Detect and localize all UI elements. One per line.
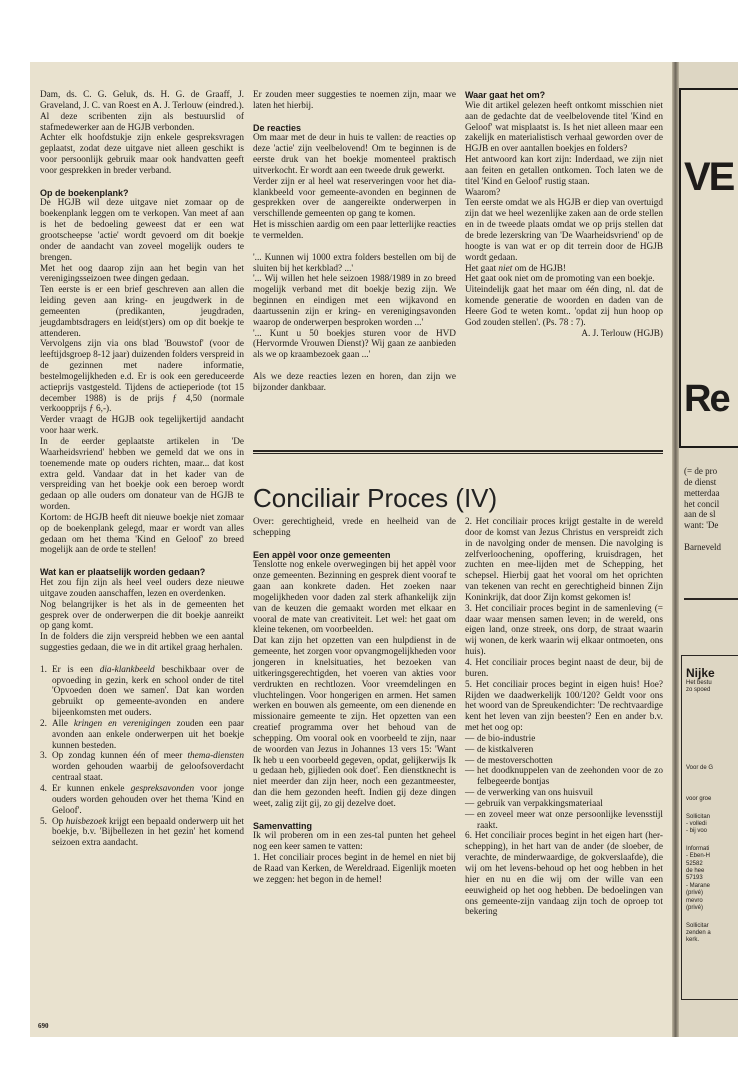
ad-body: Het bestu zo spoed Voor de G voor groe Sollicitan - volledi - bij voo Informati - Eben-H 52582 de hee 57193 - Marane (privé) mevro (privé) Sollicitar zenden a kerk. <box>686 680 714 944</box>
paragraph: Er zouden meer suggesties te noemen zijn, maar we laten het hierbij. <box>253 90 456 111</box>
subheading-boekenplank: Op de boekenplank? <box>40 187 129 198</box>
paragraph: Het zou fijn zijn als heel veel ouders deze nieuwe uitgave zouden aanschaffen, lezen en overdenken. <box>40 577 244 599</box>
paragraph: 2. Het conciliair proces krijgt gestalte in de wereld door de komst van Jezus Christus en verspreidt zich in de navolging onder de mensen. Die navolging is zelfverloochening, opoffering, kruisdragen, het zuchten en mee-lijden met de Schepping, het schepsel. Hierbij gaat het vooral om het oprichten van tekenen van recht en gerechtigheid binnen Zijn Koninkrijk, dat door Zijn komst gekomen is! <box>465 517 663 603</box>
paragraph: Tenslotte nog enkele overwegingen bij het appèl voor onze gemeenten. Bezinning en gesprek dient vooraf te gaan aan konkrete daden. Het zoeken naar mogelijkheden voor daden zal sterk afhankelijk zijn van de keuzen die gemaakt worden met elkaar en vooral de mate van creativiteit. Let wel: het gaat om kleine tekenen, om voorbeelden. <box>253 560 456 636</box>
paragraph: Waarom? <box>465 187 501 198</box>
list-item: — de bio-industrie <box>465 733 536 744</box>
author-signature: A. J. Terlouw (HGJB) <box>581 328 663 339</box>
next-page-heading: Re <box>684 378 729 420</box>
list-item: — gebruik van verpakkingsmateriaal <box>465 798 603 809</box>
quote: '... Wij willen het hele seizoen 1988/1989 in zo breed mogelijk verband met dit boekje bezig zijn. We beginnen en eindigen met een wijkavond en daartussenin zijn er kring- en verenigingsavonden waarop de onderwerpen besproken worden ...' <box>253 274 456 328</box>
paragraph: Het antwoord kan kort zijn: Inderdaad, we zijn niet aan feiten en getallen ontkomen. Toch laten we de titel 'Kind en Geloof' rustig staan. <box>465 155 663 187</box>
paragraph: Wie dit artikel gelezen heeft ontkomt misschien niet aan de gedachte dat de veelbelovende titel 'Kind en Geloof' wat misplaatst is. Is het niet alleen maar een zakelijk en materialistisch verhaal geworden over de HGJB en over aantallen boekjes en folders? <box>465 100 663 155</box>
paragraph: Ik wil proberen om in een zes-tal punten het geheel nog een keer samen te vatten: <box>253 831 456 853</box>
subheading-samenvatting: Samenvatting <box>253 820 313 831</box>
list-item: — de verwerking van ons huisvuil <box>465 788 594 799</box>
paragraph: Het gaat ook niet om de promoting van een boekje. <box>465 274 655 285</box>
article-column-left <box>253 517 456 886</box>
paragraph: Om maar met de deur in huis te vallen: de reacties op deze 'actie' zijn veelbelovend! Om te beginnen is de eerste druk van het boekje momenteel praktisch uitverkocht. Er wordt aan een tweede druk gewerkt. <box>253 133 456 176</box>
column-2 <box>253 90 456 394</box>
list-item: 1. Er is een dia-klankbeeld beschikbaar over de opvoeding in gezin, kerk en school onder de titel 'Opvoeden doen we samen'. Dat kan worden gebruikt op gemeente-avonden en andere bijeenkomsten met ouders. <box>40 664 244 719</box>
paragraph: De HGJB wil deze uitgave niet zomaar op de boekenplank leggen om te verkopen. Van meet af aan is het de bedoeling geweest dat er een wat grootscheepse 'actie' wordt gevoerd om dit boekje onder de aandacht van zoveel mogelijk ouders te brengen. <box>40 198 244 263</box>
article-column-right <box>465 517 663 918</box>
paragraph: Verder zijn er al heel wat reserveringen voor het dia-klankbeeld voor gemeente-avonden en beginnen de gesprekken over de aangereikte onderwerpen in verschillende gemeenten op gang te komen. <box>253 176 456 220</box>
paragraph: 6. Het conciliair proces begint in het eigen hart (her-schepping), in het hart van de ander (de sloeber, de verachte, de minderwaardige, de gokverslaafde), die wij om het levens-behoud op het oog hebben in het hier en nu en die wij om der wille van een eeuwigheid op het oog hebben. De bedoelingen van ons gemeente-zijn vandaag zijn toch de oproep tot bekering <box>465 831 663 918</box>
paragraph: 1. Het conciliair proces begint in de hemel en niet bij de Raad van Kerken, de Wereldraad. Eigenlijk moeten we zeggen: het begon in de hemel! <box>253 853 456 885</box>
paragraph: Vervolgens zijn via ons blad 'Bouwstof' (voor de leeftijdsgroep 8-12 jaar) duizenden folders verspreid in de gezinnen met nadere informatie, bestelmogelijkheden e.d. Er is ook een gereduceerde actieprijs vastgesteld. Tijdens de actieperiode (tot 15 december 1988) is de prijs ƒ 4,50 (normale verkoopprijs ƒ 6,-). <box>40 339 244 415</box>
subheading-plaatselijk: Wat kan er plaatselijk worden gedaan? <box>40 567 206 578</box>
section-divider <box>253 453 663 454</box>
page-gutter <box>672 62 679 1037</box>
paragraph: Dat kan zijn het opzetten van een hulpdienst in de gemeente, het zorgen voor opvangmogelijkheden voor jongeren in knelsituaties, het bezoeken van uitkeringsgerechtigden, het voeren van akties voor verdrukten en rechtlozen. Voor vreemdelingen en vluchtelingen. Voor hongerigen en armen. Het samen werken en bouwen als gemeente, om een dienende en missionaire gemeente te zijn. Het opzetten van een creatief programma over het behoud van de schepping. Om vooral ook en voorbeeld te zijn, naar de woorden van Jezus in Johannes 13 vers 15: 'Want Ik heb u een voorbeeld gegeven, opdat, gelijkerwijs Ik u gedaan heb, gijlieden ook doet'. Een dienstknecht is niet meerder dan zijn heer, noch een gezantmeester, dan die hem gezonden heeft. Indien gij deze dingen weet, zalig zijt gij, zo gij dezelve doet. <box>253 636 456 809</box>
paragraph: Kortom: de HGJB heeft dit nieuwe boekje niet zomaar op de boekenplank gelegd, maar er wordt van alles gedaan om het thema 'Kind en Geloof' zo breed mogelijk aan de orde te stellen! <box>40 512 244 556</box>
list-item: 5. Op huisbezoek krijgt een bepaald onderwerp uit het boekje, b.v. 'Bijbellezen in het gezin' het komend seizoen extra aandacht. <box>40 816 244 849</box>
paragraph: Ten eerste omdat we als HGJB er diep van overtuigd zijn dat we heel wezenlijke zaken aan de orde stellen en in de tweede plaats omdat we op prijs stellen dat de brede lezerskring van 'De Waarheidsvriend' op de hoogte is van wat er op dit terrein door de HGJB wordt gedaan. <box>465 198 663 263</box>
paragraph: In de folders die zijn verspreid hebben we een aantal suggesties gedaan, die we in dit artikel graag herhalen. <box>40 632 244 654</box>
article-subtitle: Over: gerechtigheid, vrede en heelheid van de schepping <box>253 517 456 538</box>
next-page-divider <box>684 598 738 600</box>
column-3 <box>465 90 663 339</box>
paragraph: 3. Het conciliair proces begint in de samenleving (= daar waar mensen samen leven; in de wereld, ons eigen land, onze streek, ons dorp, de straat waarin wij wonen, de kerk waarin wij elkaar ontmoeten, ons huis). <box>465 603 663 658</box>
paragraph: Ten eerste is er een brief geschreven aan allen die leiding geven aan kring- en jeugdwerk in de gemeenten (predikanten, jeugdraden, jeugdambtsdragers en leid(st)ers) om op dit boekje te attenderen. <box>40 285 244 339</box>
list-item: — de kistkalveren <box>465 744 534 755</box>
subheading-appel: Een appèl voor onze gemeenten <box>253 549 391 560</box>
paragraph: 4. Het conciliair proces begint naast de deur, bij de buren. <box>465 657 663 679</box>
next-page-advertisement <box>681 655 738 1000</box>
suggestions-list <box>40 665 244 849</box>
list-item: — het doodknuppelen van de zeehonden voor de zo felbegeerde bontjas <box>465 766 663 788</box>
paragraph: Uiteindelijk gaat het maar om één ding, nl. dat de komende generatie de woorden en daden van de Heere God te weten komt.. 'opdat zij hun hoop op God zouden stellen'. (Ps. 78 : 7). <box>465 285 663 328</box>
list-item: 3. Op zondag kunnen één of meer thema-diensten worden gehouden waarbij de geloofsoverdacht centraal staat. <box>40 751 244 784</box>
section-divider <box>253 450 663 452</box>
paragraph: Dam, ds. C. G. Geluk, ds. H. G. de Graaff, J. Graveland, J. C. van Roest en A. J. Terlouw (eindred.). Al deze scribenten zijn als bestuurslid of stafmedewerker aan de HGJB verbonden. <box>40 90 244 133</box>
list-item: 2. Alle kringen en verenigingen zouden een paar avonden aan enkele onderwerpen uit het boekje kunnen besteden. <box>40 718 244 751</box>
paragraph: Het is misschien aardig om een paar letterlijke reacties te vermelden. <box>253 220 456 241</box>
list-item: 4. Er kunnen enkele gespreksavonden voor jonge ouders worden gehouden over het thema 'Kind en Geloof'. <box>40 784 244 816</box>
bullet-list <box>465 734 663 832</box>
page-number: 690 <box>38 1022 49 1030</box>
column-1 <box>40 90 244 849</box>
list-item: — de mestoverschotten <box>465 755 553 766</box>
list-item: — en zoveel meer wat onze persoonlijke levensstijl raakt. <box>465 809 663 831</box>
paragraph: Als we deze reacties lezen en horen, dan zijn we bijzonder dankbaar. <box>253 371 456 393</box>
paragraph: Nog belangrijker is het als in de gemeenten het gesprek over de onderwerpen die dit boekje aanreikt op gang komt. <box>40 599 244 632</box>
paragraph: In de eerder geplaatste artikelen in 'De Waarheidsvriend' hebben we gemeld dat we ons in toenemende mate op ouders richten, maar... dat kost extra geld. Vandaar dat in het kader van de verspreiding van het boekje ook een beroep wordt gedaan op alle ouders om donateur van de HGJB te worden. <box>40 437 244 513</box>
subheading-waar-gaat-het-om: Waar gaat het om? <box>465 90 546 100</box>
paragraph: 5. Het conciliair proces begint in eigen huis! Hoe? Rijden we daadwerkelijk 100/120? Geldt voor ons het woord van de Spreukendichter: 'De rechtvaardige kent het leven van zijn beesten'? Een en ander b.v. met het oog op: <box>465 679 663 734</box>
paragraph: Verder vraagt de HGJB ook tegelijkertijd aandacht voor haar werk. <box>40 415 244 437</box>
paragraph: Met het oog daarop zijn aan het begin van het verenigingsseizoen twee dingen gedaan. <box>40 263 244 285</box>
paragraph: Het gaat niet om de HGJB! <box>465 263 566 274</box>
subheading-reacties: De reacties <box>253 122 302 133</box>
quote: '... Kunt u 50 boekjes sturen voor de HVD (Hervormde Vrouwen Dienst)? Wij gaan ze aanbieden als we op kraambezoek gaan ...' <box>253 328 456 361</box>
paragraph: Achter elk hoofdstukje zijn enkele gespreksvragen geplaatst, zodat deze uitgave niet alleen geschikt is voor persoonlijk gebruik maar ook handvatten geeft voor gesprekken in breder verband. <box>40 133 244 176</box>
next-page-text: (= de pro de dienst metterdaa het concil aan de sl want: 'De Barneveld <box>684 466 721 552</box>
quote: '... Kunnen wij 1000 extra folders bestellen om bij de sluiten bij het kerkblad? ...' <box>253 252 456 274</box>
next-page-heading: VE <box>684 155 734 199</box>
ad-title: Nijke <box>686 666 715 680</box>
article-title: Conciliair Proces (IV) <box>253 483 498 513</box>
